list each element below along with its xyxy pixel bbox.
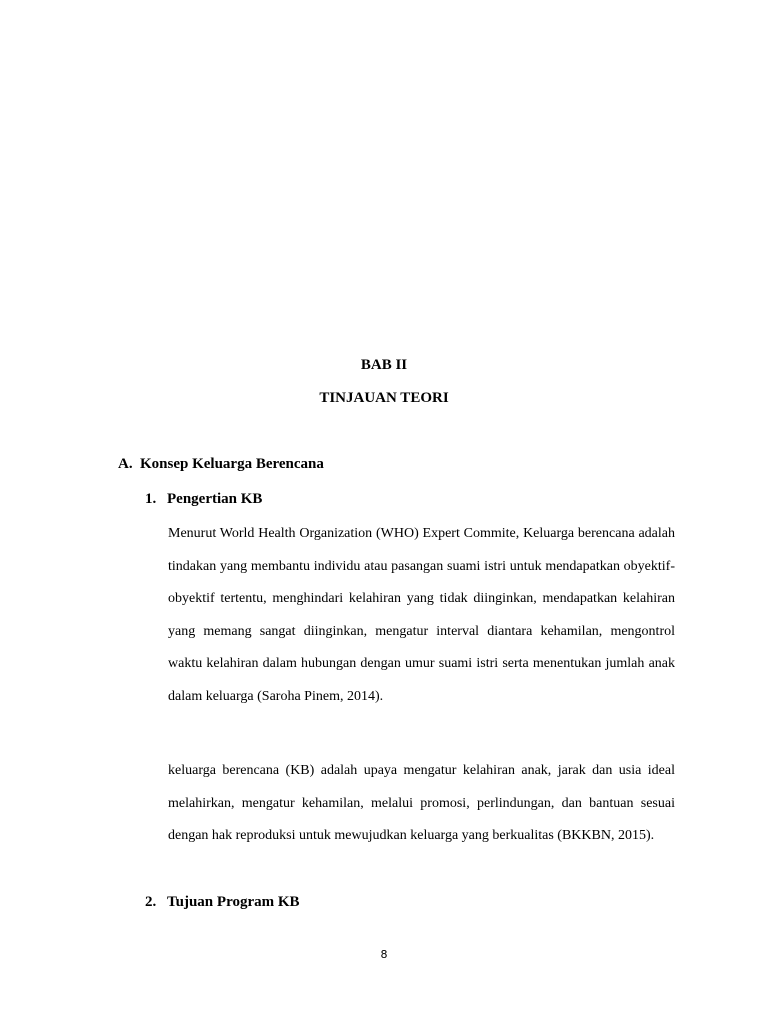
subsection-heading-2 <box>145 894 300 911</box>
paragraph-bkkbn-definition: keluarga berencana (KB) adalah upaya mengatur kelahiran anak, jarak dan usia ideal melahirkan, mengatur kehamilan, melalui promosi, perlindungan, dan bantuan sesuai dengan hak reproduksi untuk mewujudkan keluarga yang berkualitas (BKKBN, 2015). <box>168 763 675 843</box>
chapter-title: TINJAUAN TEORI <box>319 390 449 406</box>
subsection-heading-1 <box>145 491 262 508</box>
subsection-title: Tujuan Program KB <box>167 894 300 910</box>
section-title: Konsep Keluarga Berencana <box>140 456 324 472</box>
subsection-number: 2. <box>145 894 157 910</box>
subsection-title: Pengertian KB <box>167 491 263 507</box>
subsection-number: 1. <box>145 491 157 507</box>
section-heading-a <box>118 456 324 473</box>
paragraph-who-definition: Menurut World Health Organization (WHO) Expert Commite, Keluarga berencana adalah tindakan yang membantu individu atau pasangan suami istri untuk mendapatkan obyektif-obyektif tertentu, menghindari kelahiran yang tidak diinginkan, mendapatkan kelahiran yang memang sangat diinginkan, mengatur interval diantara kehamilan, mengontrol waktu kelahiran dalam hubungan dengan umur suami istri serta menentukan jumlah anak dalam keluarga (Saroha Pinem, 2014). <box>168 526 675 704</box>
chapter-label: BAB II <box>360 357 408 373</box>
section-letter: A. <box>118 456 133 472</box>
page-number: 8 <box>380 948 388 961</box>
